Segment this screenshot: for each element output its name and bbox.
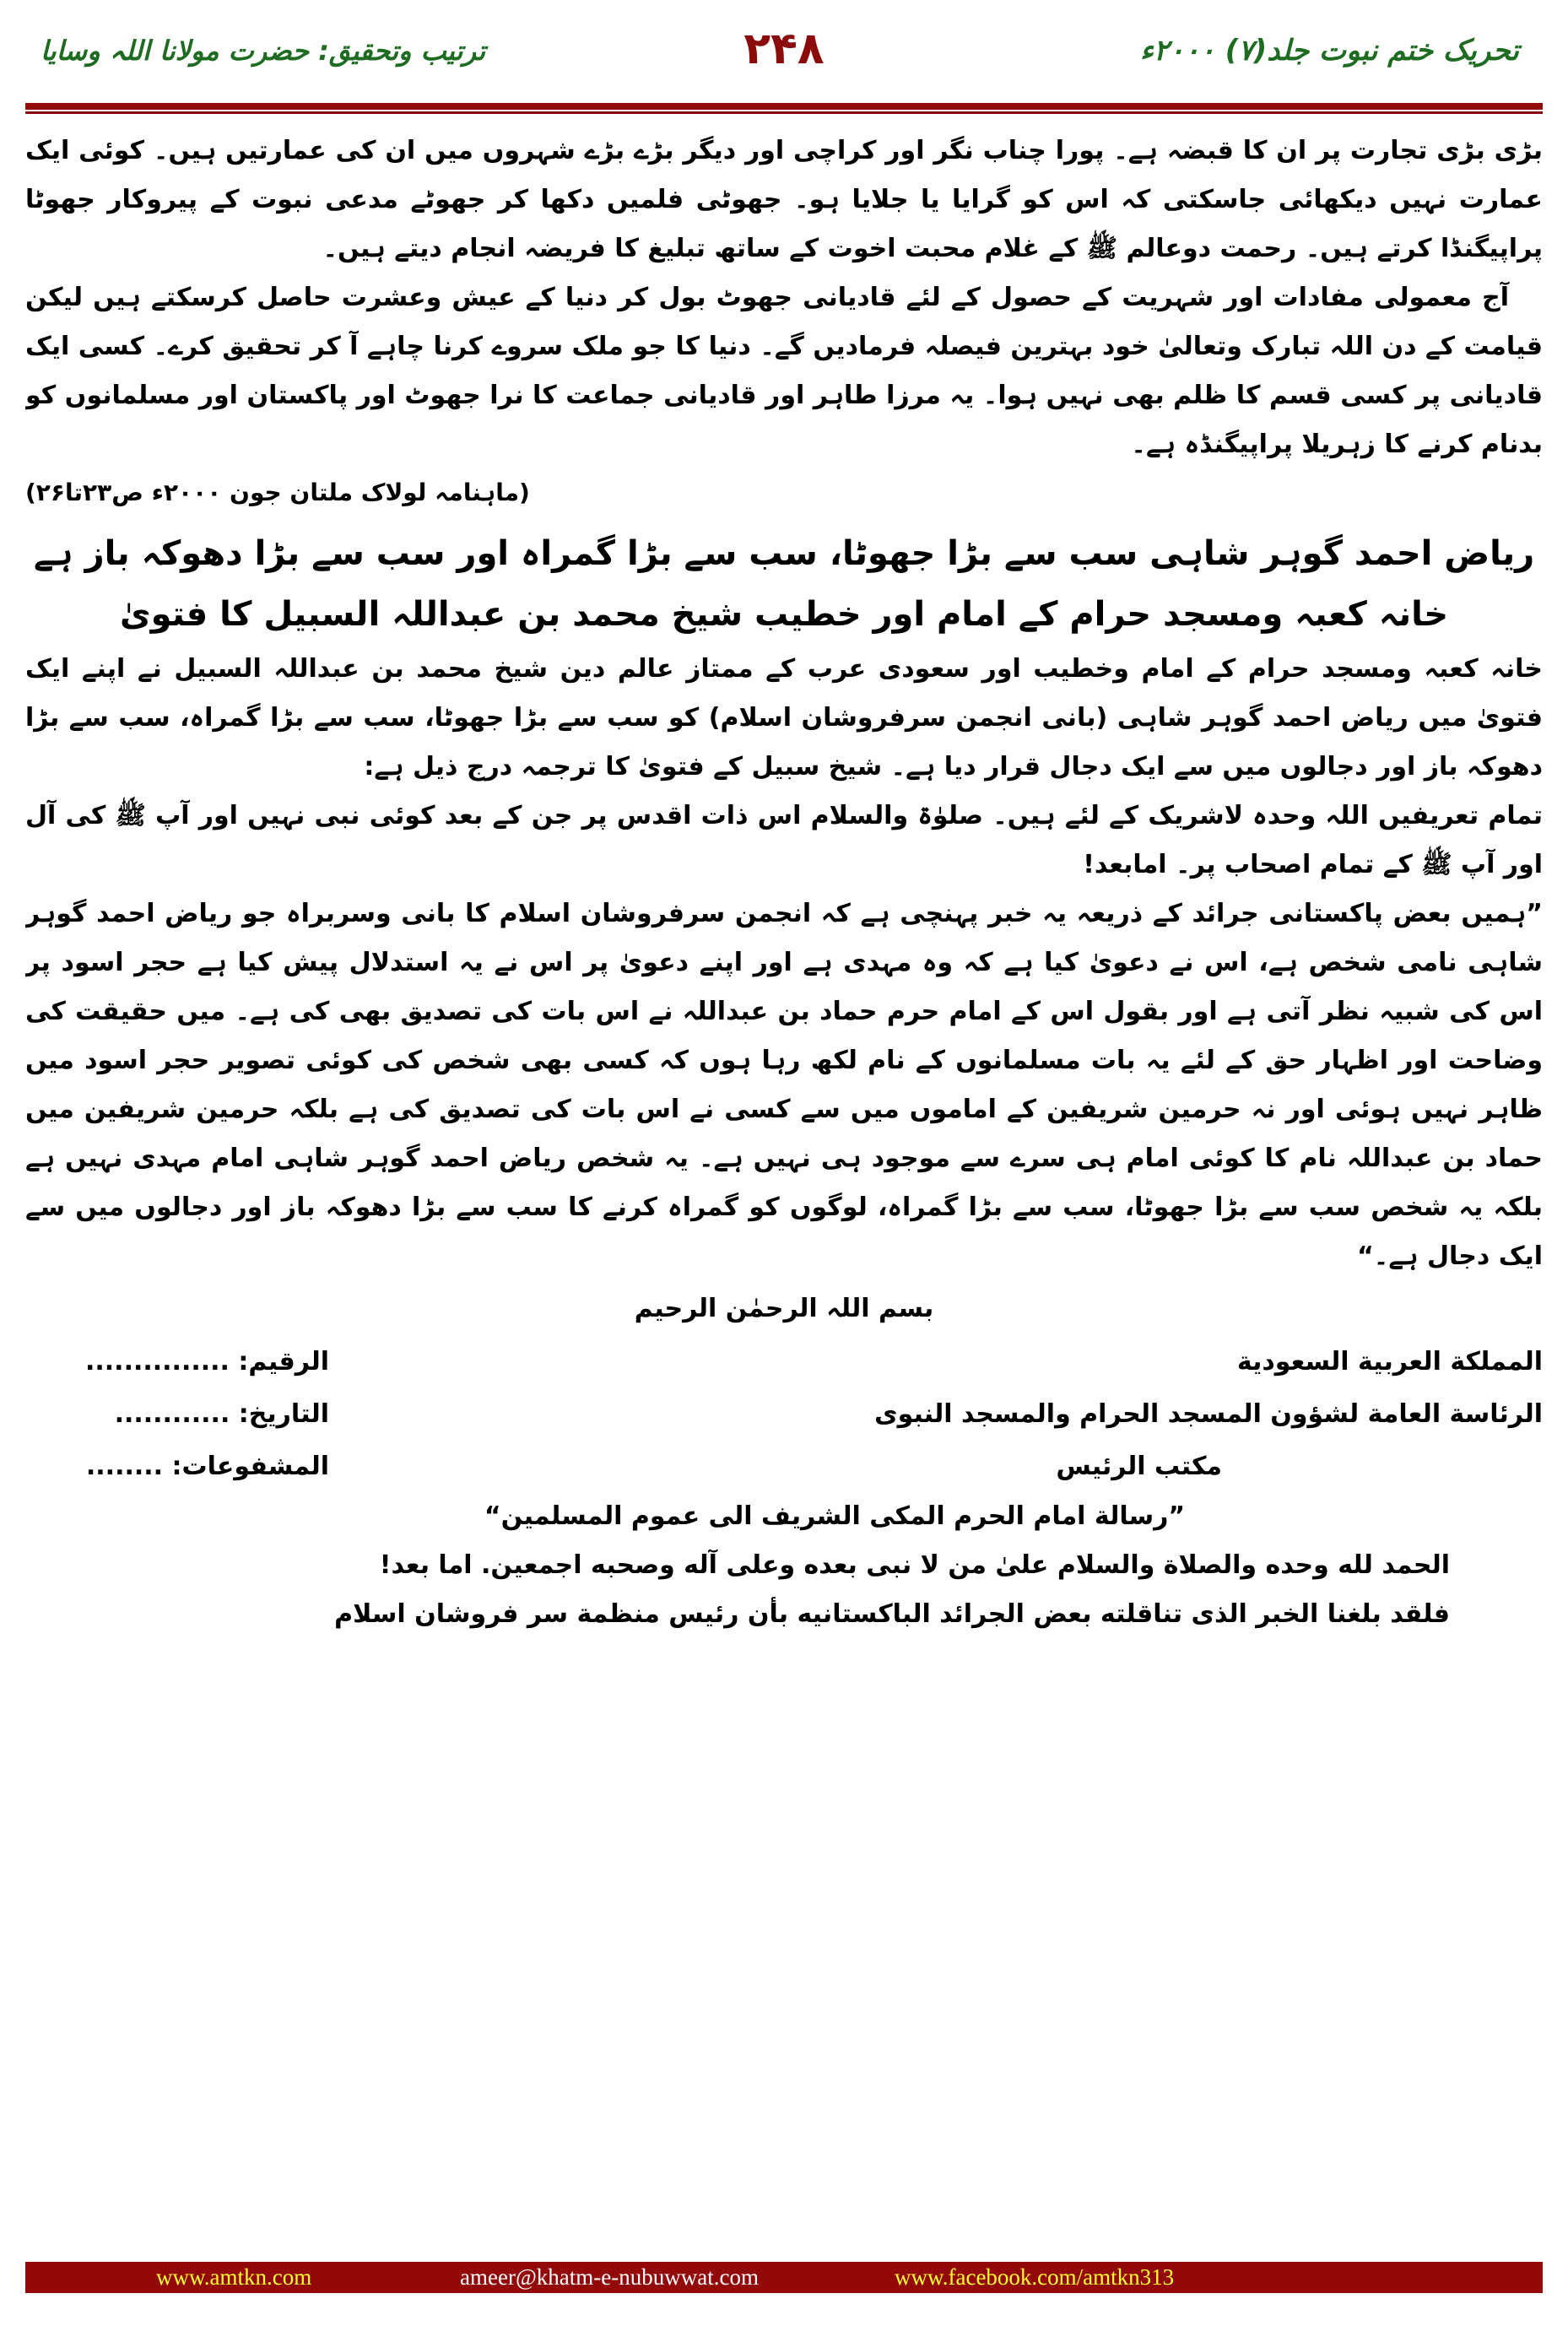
book-title: تحریک ختم نبوت جلد(۷) ۲۰۰۰ء [1139, 34, 1519, 68]
letter-line: فلقد بلغنا الخبر الذی تناقلته بعض الجرائد الباكستانيه بأن رئيس منظمة سر فروشان اسلام [334, 1599, 1450, 1629]
letterhead-field-date: التاريخ: ............ [114, 1398, 329, 1429]
page-body [25, 127, 1543, 2253]
letterhead-field-enclosures: المشفوعات: ........ [85, 1451, 329, 1481]
letterhead-row [25, 1440, 1543, 1492]
header-rule-thick [25, 103, 1543, 110]
letterhead-row [25, 1387, 1543, 1440]
fatwa-intro: خانہ کعبہ ومسجد حرام کے امام وخطیب اور سعودی عرب کے ممتاز عالم دین شیخ محمد بن عبداللہ السبیل نے اپنے ایک فتویٰ میں ریاض احمد گوہر شاہی (بانی انجمن سرفروشان اسلام) کو سب سے بڑا جھوٹا، سب سے بڑا گمراہ، سب سے بڑا دھوکہ باز اور دجالوں میں سے ایک دجال قرار دیا ہے۔ شیخ سبیل کے فتویٰ کا ترجمہ درج ذیل ہے: [25, 654, 1543, 782]
heading-main: ریاض احمد گوہر شاہی سب سے بڑا جھوٹا، سب سے بڑا گمراہ اور سب سے بڑا دھوکہ باز ہے [33, 534, 1535, 573]
letter-line: الحمد لله وحده والصلاة والسلام علیٰ من لا نبی بعده وعلی آله وصحبه اجمعين. اما بعد! [379, 1550, 1450, 1580]
compiler-credit: ترتیب وتحقیق: حضرت مولانا اللہ وسایا [41, 35, 486, 67]
citation: (ماہنامہ لولاک ملتان جون ۲۰۰۰ء ص۲۳تا۲۶) [25, 479, 530, 506]
website-link[interactable]: www.amtkn.com [156, 2264, 312, 2290]
letterhead-org: المملكة العربية السعودية [1236, 1346, 1543, 1377]
bismillah: بسم اللہ الرحمٰن الرحیم [634, 1294, 934, 1323]
body-paragraph: بڑی بڑی تجارت پر ان کا قبضہ ہے۔ پورا چناب نگر اور کراچی اور دیگر بڑے بڑے شہروں میں ان کی عمارتیں ہیں۔ کوئی ایک عمارت نہیں دیکھائی جاسکتی کہ اس کو گرایا یا جلایا ہو۔ جھوٹی فلمیں دکھا کر جھوٹے مدعی نبوت کے پیروکار جھوٹا پراپیگنڈا کرتے ہیں۔ رحمت دوعالم ﷺ کے غلام محبت اخوت کے ساتھ تبلیغ کا فریضہ انجام دیتے ہیں۔ [25, 136, 1543, 263]
body-paragraph: آج معمولی مفادات اور شہریت کے حصول کے لئے قادیانی جھوٹ بول کر دنیا کے عیش وعشرت حاصل کرسکتے ہیں لیکن قیامت کے دن اللہ تبارک وتعالیٰ خود بہترین فیصلہ فرمادیں گے۔ دنیا کا جو ملک سروے کرنا چاہے آ کر تحقیق کرے۔ کسی ایک قادیانی پر کسی قسم کا ظلم بھی نہیں ہوا۔ یہ مرزا طاہر اور قادیانی جماعت کا نرا جھوٹ اور پاکستان اور مسلمانوں کو بدنام کرنے کا زہریلا پراپیگنڈہ ہے۔ [25, 283, 1543, 459]
heading-sub: خانہ کعبہ ومسجد حرام کے امام اور خطیب شیخ محمد بن عبداللہ السبیل کا فتویٰ [119, 595, 1449, 634]
page-header [25, 0, 1543, 101]
letter-title: ”رسالة امام الحرم المكی الشريف الی عموم المسلمين“ [484, 1501, 1186, 1531]
header-rule-thin [25, 111, 1543, 114]
page-number: ۲۴۸ [743, 24, 825, 74]
letterhead-field-ref: الرقيم: ............... [84, 1346, 329, 1377]
page-footer [25, 2262, 1543, 2293]
letterhead-org: الرئاسة العامة لشؤون المسجد الحرام والمسجد النبوی [874, 1398, 1543, 1429]
email-link[interactable]: ameer@khatm-e-nubuwwat.com [460, 2264, 759, 2290]
letterhead-row [25, 1335, 1543, 1387]
praise-paragraph: تمام تعریفیں اللہ وحدہ لاشریک کے لئے ہیں۔ صلوٰۃ والسلام اس ذات اقدس پر جن کے بعد کوئی نبی نہیں اور آپ ﷺ کی آل اور آپ ﷺ کے تمام اصحاب پر۔ امابعد! [25, 801, 1543, 879]
facebook-link[interactable]: www.facebook.com/amtkn313 [895, 2264, 1175, 2290]
letterhead-office: مكتب الرئيس [1056, 1451, 1222, 1481]
fatwa-quote: ”ہمیں بعض پاکستانی جرائد کے ذریعہ یہ خبر پہنچی ہے کہ انجمن سرفروشان اسلام کا بانی وسربراہ جو ریاض احمد گوہر شاہی نامی شخص ہے، اس نے دعویٰ کیا ہے کہ وہ مہدی ہے اور اپنے دعویٰ پر اس نے یہ استدلال پیش کیا ہے حجر اسود پر اس کی شبیہ نظر آتی ہے اور بقول اس کے امام حرم حماد بن عبداللہ نے اس بات کی تصدیق بھی کی ہے۔ میں حقیقت کی وضاحت اور اظہار حق کے لئے یہ بات مسلمانوں کے نام لکھ رہا ہوں کہ کسی بھی شخص کی کوئی تصویر حجر اسود میں ظاہر نہیں ہوئی اور نہ حرمین شریفین کے اماموں میں سے کسی نے اس بات کی تصدیق کی ہے بلکہ حرمین شریفین میں حماد بن عبداللہ نام کا کوئی امام ہی سرے سے موجود ہی نہیں ہے۔ یہ شخص ریاض احمد گوہر شاہی امام مہدی نہیں ہے بلکہ یہ شخص سب سے بڑا جھوٹا، سب سے بڑا گمراہ، لوگوں کو گمراہ کرنے کا سب سے بڑا دھوکہ باز اور دجالوں میں سے ایک دجال ہے۔“ [25, 899, 1543, 1271]
